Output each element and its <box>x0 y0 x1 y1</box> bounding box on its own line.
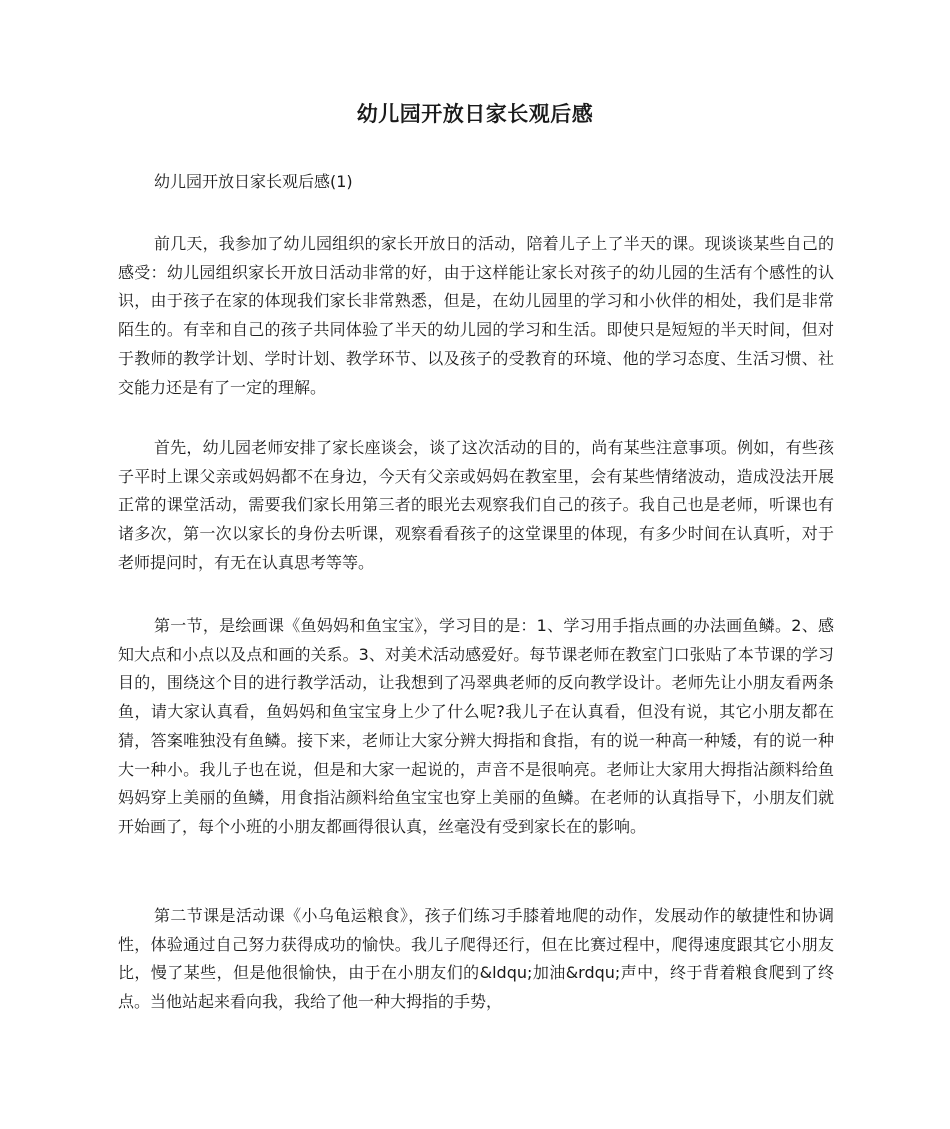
document-title: 幼儿园开放日家长观后感 <box>356 102 594 126</box>
paragraph-1: 前几天，我参加了幼儿园组织的家长开放日的活动，陪着儿子上了半天的课。现谈谈某些自己的感受：幼儿园组织家长开放日活动非常的好，由于这样能让家长对孩子的幼儿园的生活有个感性的认识，由于孩子在家的体现我们家长非常熟悉，但是，在幼儿园里的学习和小伙伴的相处，我们是非常陌生的。有幸和自己的孩子共同体验了半天的幼儿园的学习和生活。即使只是短短的半天时间，但对于教师的教学计划、学时计划、教学环节、以及孩子的受教育的环境、他的学习态度、生活习惯、社交能力还是有了一定的理解。 <box>118 234 834 397</box>
document-subtitle: 幼儿园开放日家长观后感(1) <box>154 172 353 191</box>
paragraph-4: 第二节课是活动课《小乌龟运粮食》，孩子们练习手膝着地爬的动作，发展动作的敏捷性和协调性，体验通过自己努力获得成功的愉快。我儿子爬得还行，但在比赛过程中，爬得速度跟其它小朋友比，慢了某些，但是他很愉快，由于在小朋友们的&ldqu;加油&rdqu;声中，终于背着粮食爬到了终点。当他站起来看向我，我给了他一种大拇指的手势， <box>118 906 834 1012</box>
paragraph-3: 第一节，是绘画课《鱼妈妈和鱼宝宝》，学习目的是：1、学习用手指点画的办法画鱼鳞。2、感知大点和小点以及点和画的关系。3、对美术活动感爱好。每节课老师在教室门口张贴了本节课的学习目的，围绕这个目的进行教学活动，让我想到了冯翠典老师的反向教学设计。老师先让小朋友看两条鱼，请大家认真看，鱼妈妈和鱼宝宝身上少了什么呢?我儿子在认真看，但没有说，其它小朋友都在猜，答案唯独没有鱼鳞。接下来，老师让大家分辨大拇指和食指，有的说一种高一种矮，有的说一种大一种小。我儿子也在说，但是和大家一起说的，声音不是很响亮。老师让大家用大拇指沾颜料给鱼妈妈穿上美丽的鱼鳞，用食指沾颜料给鱼宝宝也穿上美丽的鱼鳞。在老师的认真指导下，小朋友们就开始画了，每个小班的小朋友都画得很认真，丝毫没有受到家长在的影响。 <box>118 616 834 836</box>
paragraph-2: 首先，幼儿园老师安排了家长座谈会，谈了这次活动的目的，尚有某些注意事项。例如，有些孩子平时上课父亲或妈妈都不在身边，今天有父亲或妈妈在教室里，会有某些情绪波动，造成没法开展正常的课堂活动，需要我们家长用第三者的眼光去观察我们自己的孩子。我自己也是老师，听课也有诸多次，第一次以家长的身份去听课，观察看看孩子的这堂课里的体现，有多少时间在认真听，对于老师提问时，有无在认真思考等等。 <box>118 438 834 572</box>
